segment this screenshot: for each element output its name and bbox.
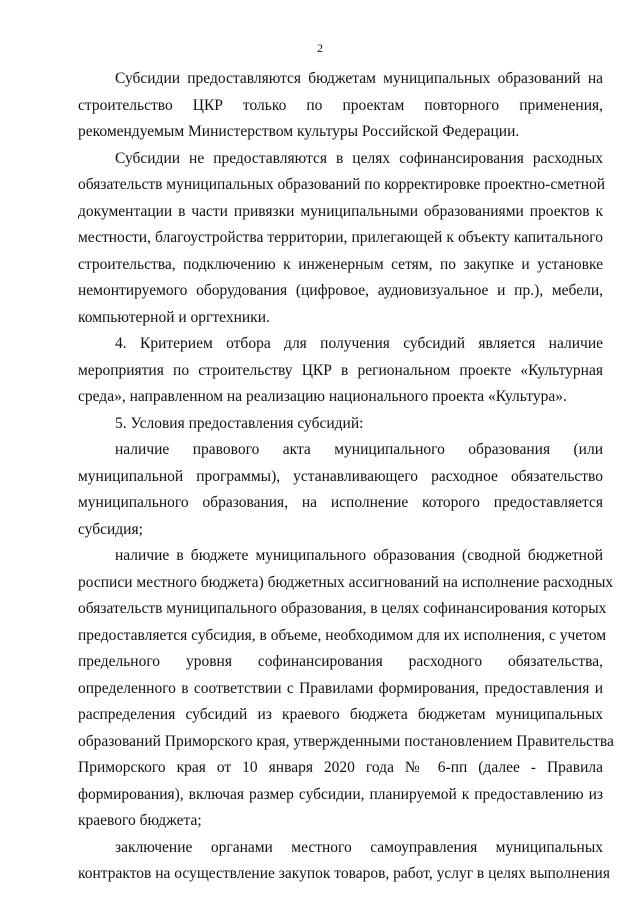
text-line: определенного в соответствии с Правилами формирования, предоставления и [78, 679, 603, 697]
text-line: распределения субсидий из краевого бюджета бюджетам муниципальных [78, 706, 603, 723]
text-line: наличие правового акта муниципального образования (или [115, 441, 603, 458]
paragraph [78, 437, 603, 543]
text-line: росписи местного бюджета) бюджетных ассигнований на исполнение расходных [78, 573, 614, 591]
text-line: местности, благоустройства территории, прилегающей к объекту капитального [78, 229, 603, 246]
text-line: муниципального образования, на исполнение которого предоставляется [78, 494, 603, 511]
text-line: обязательств муниципального образования, в целях софинансирования которых [78, 600, 607, 617]
text-line: контрактов на осуществление закупок товаров, работ, услуг в целях выполнения [78, 865, 610, 882]
text-line: обязательств муниципальных образований по корректировке проектно-сметной [78, 176, 606, 193]
text-line: строительства, подключению к инженерным сетям, по закупке и установке [78, 255, 603, 273]
paragraph [78, 543, 614, 835]
text-line: среда», направленном на реализацию национального проекта «Культура». [78, 388, 567, 405]
text-line: немонтируемого оборудования (цифровое, аудиовизуальное и пр.), мебели, [78, 282, 603, 299]
text-line: документации в части привязки муниципальными образованиями проектов к [78, 202, 603, 220]
text-line: формирования), включая размер субсидии, планируемой к предоставлению из [78, 785, 603, 803]
paragraph [78, 146, 606, 332]
text-line: строительство ЦКР только по проектам повторного применения, [78, 96, 603, 114]
text-line: субсидия; [78, 520, 143, 538]
text-line: наличие в бюджете муниципального образования (сводной бюджетной [115, 547, 603, 564]
text-line: краевого бюджета; [78, 812, 202, 829]
paragraph [78, 411, 603, 438]
document-body [78, 66, 614, 888]
text-line: образований Приморского края, утвержденными постановлением Правительства [78, 732, 614, 750]
page-number: 2 [317, 41, 323, 55]
text-line: мероприятия по строительству ЦКР в региональном проекте «Культурная [78, 361, 603, 379]
paragraph [78, 66, 603, 146]
text-line: муниципальной программы), устанавливающего расходное обязательство [78, 467, 603, 485]
paragraph [78, 835, 610, 888]
text-line: 5. Условия предоставления субсидий: [115, 414, 364, 432]
paragraph [78, 331, 603, 411]
text-line: предоставляется субсидия, в объеме, необходимом для их исполнения, с учетом [78, 626, 607, 644]
text-line: Субсидии не предоставляются в целях софинансирования расходных [115, 149, 603, 167]
text-line: рекомендуемым Министерством культуры Российской Федерации. [78, 123, 520, 140]
text-line: 4. Критерием отбора для получения субсидий является наличие [115, 335, 603, 352]
text-line: Субсидии предоставляются бюджетам муниципальных образований на [115, 70, 603, 87]
text-line: предельного уровня софинансирования расходного обязательства, [78, 653, 603, 670]
text-line: Приморского края от 10 января 2020 года № 6-пп (далее - Правила [78, 759, 603, 776]
text-line: компьютерной и оргтехники. [78, 308, 270, 326]
text-line: заключение органами местного самоуправления муниципальных [115, 838, 603, 856]
